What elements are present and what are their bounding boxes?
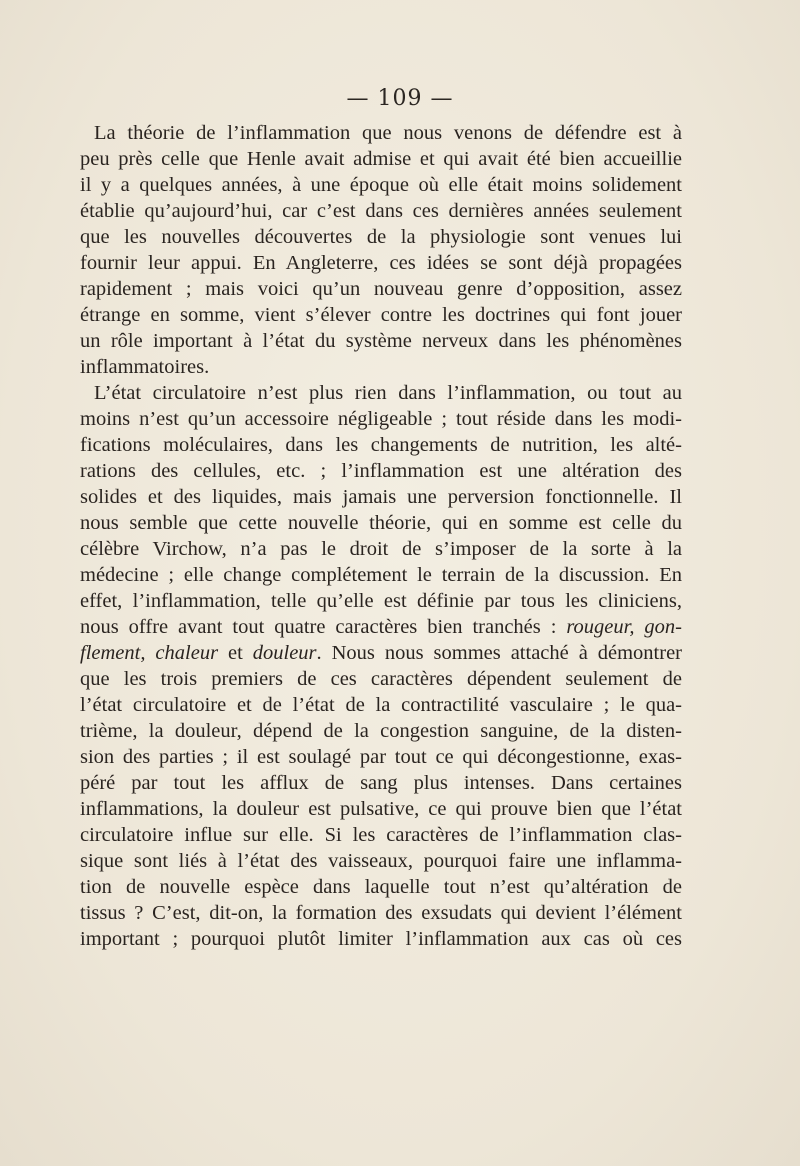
text-line bbox=[80, 848, 682, 874]
text-run: fications moléculaires, dans les changements de nutrition, les alté- bbox=[80, 434, 682, 456]
text-line bbox=[80, 692, 682, 718]
text-run: sique sont liés à l’état des vaisseaux, pourquoi faire une inflamma- bbox=[80, 850, 682, 872]
text-line bbox=[80, 302, 682, 328]
text-line bbox=[80, 744, 682, 770]
text-run: L’état circulatoire n’est plus rien dans l’inflammation, ou tout au bbox=[94, 382, 682, 404]
text-line bbox=[80, 666, 682, 692]
text-run: inflammatoires. bbox=[80, 356, 210, 378]
text-run: tion de nouvelle espèce dans laquelle tout n’est qu’altération de bbox=[80, 876, 682, 898]
text-line bbox=[80, 198, 682, 224]
text-run: effet, l’inflammation, telle qu’elle est définie par tous les cliniciens, bbox=[80, 590, 682, 612]
text-run: important ; pourquoi plutôt limiter l’inflammation aux cas où ces bbox=[80, 928, 682, 950]
text-line bbox=[80, 432, 682, 458]
text-line bbox=[80, 146, 682, 172]
text-run: péré par tout les afflux de sang plus intenses. Dans certaines bbox=[80, 772, 682, 794]
text-run: trième, la douleur, dépend de la congestion sanguine, de la disten- bbox=[80, 720, 682, 742]
text-line bbox=[80, 120, 682, 146]
text-run: étrange en somme, vient s’élever contre les doctrines qui font jouer bbox=[80, 304, 682, 326]
text-line bbox=[80, 510, 682, 536]
text-line bbox=[80, 328, 682, 354]
text-run: rations des cellules, etc. ; l’inflammation est une altération des bbox=[80, 460, 682, 482]
page-number: — 109 — bbox=[346, 86, 454, 111]
text-line bbox=[80, 406, 682, 432]
text-line bbox=[80, 900, 682, 926]
text-run: nous semble que cette nouvelle théorie, qui en somme est celle du bbox=[80, 512, 682, 534]
text-run: sion des parties ; il est soulagé par tout ce qui décongestionne, exas- bbox=[80, 746, 682, 768]
text-line bbox=[80, 614, 682, 640]
text-line bbox=[80, 588, 682, 614]
text-run: . Nous nous sommes attaché à démontrer bbox=[316, 642, 682, 664]
text-line bbox=[80, 718, 682, 744]
text-run: que les trois premiers de ces caractères dépendent seulement de bbox=[80, 668, 682, 690]
body-text bbox=[80, 120, 682, 952]
text-line bbox=[80, 926, 682, 952]
text-line bbox=[80, 380, 682, 406]
italic-text: rougeur, gon- bbox=[566, 616, 682, 638]
text-run: un rôle important à l’état du système nerveux dans les phénomènes bbox=[80, 330, 682, 352]
text-run: fournir leur appui. En Angleterre, ces idées se sont déjà propagées bbox=[80, 252, 682, 274]
text-run: inflammations, la douleur est pulsative, ce qui prouve bien que l’état bbox=[80, 798, 682, 820]
text-run: médecine ; elle change complétement le terrain de la discussion. En bbox=[80, 564, 682, 586]
text-line bbox=[80, 562, 682, 588]
text-run: solides et des liquides, mais jamais une perversion fonctionnelle. Il bbox=[80, 486, 682, 508]
text-line bbox=[80, 354, 682, 380]
text-run: rapidement ; mais voici qu’un nouveau genre d’opposition, assez bbox=[80, 278, 682, 300]
text-run: établie qu’aujourd’hui, car c’est dans ces dernières années seulement bbox=[80, 200, 682, 222]
text-line bbox=[80, 172, 682, 198]
text-line bbox=[80, 536, 682, 562]
italic-text: douleur bbox=[252, 642, 317, 664]
text-run: et bbox=[218, 642, 253, 664]
text-line bbox=[80, 224, 682, 250]
text-line bbox=[80, 276, 682, 302]
text-line bbox=[80, 796, 682, 822]
text-line bbox=[80, 458, 682, 484]
text-run: La théorie de l’inflammation que nous venons de défendre est à bbox=[94, 122, 682, 144]
text-line bbox=[80, 484, 682, 510]
text-line bbox=[80, 640, 682, 666]
text-run: l’état circulatoire et de l’état de la contractilité vasculaire ; le qua- bbox=[80, 694, 682, 716]
text-line bbox=[80, 874, 682, 900]
text-run: il y a quelques années, à une époque où elle était moins solidement bbox=[80, 174, 682, 196]
text-run: tissus ? C’est, dit-on, la formation des exsudats qui devient l’élément bbox=[80, 902, 682, 924]
text-run: nous offre avant tout quatre caractères bien tranchés : bbox=[80, 616, 567, 638]
text-run: célèbre Virchow, n’a pas le droit de s’imposer de la sorte à la bbox=[80, 538, 682, 560]
text-run: circulatoire influe sur elle. Si les caractères de l’inflammation clas- bbox=[80, 824, 682, 846]
text-line bbox=[80, 822, 682, 848]
text-line bbox=[80, 250, 682, 276]
italic-text: flement, chaleur bbox=[80, 642, 219, 664]
text-line bbox=[80, 770, 682, 796]
text-run: que les nouvelles découvertes de la physiologie sont venues lui bbox=[80, 226, 682, 248]
text-run: peu près celle que Henle avait admise et qui avait été bien accueillie bbox=[80, 148, 682, 170]
text-run: moins n’est qu’un accessoire négligeable ; tout réside dans les modi- bbox=[80, 408, 682, 430]
